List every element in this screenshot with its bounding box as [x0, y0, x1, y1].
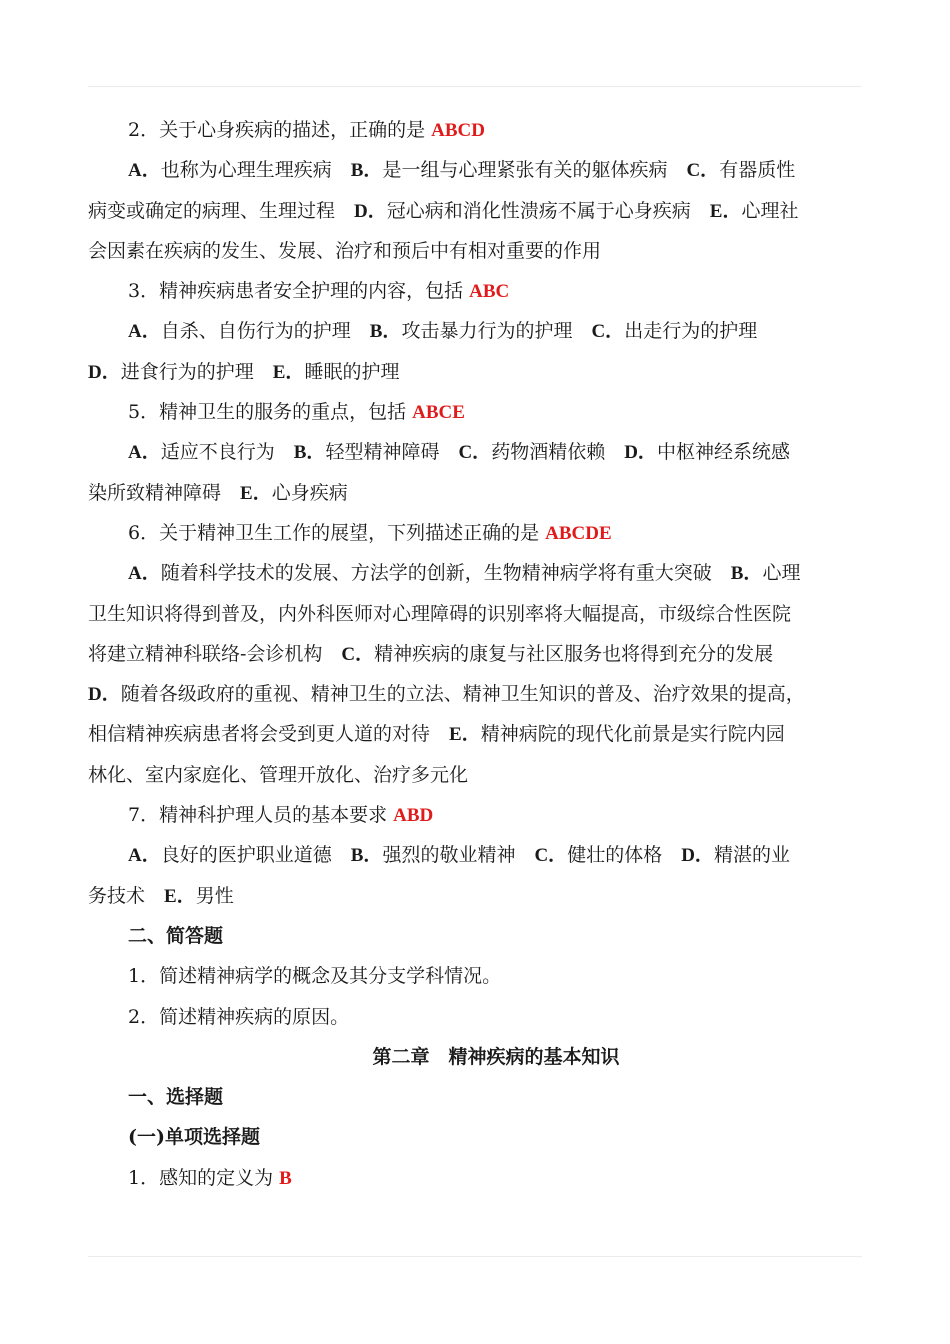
question-5-options-line-1	[88, 432, 864, 472]
option-label: D．	[88, 361, 121, 383]
option-text: 药物酒精依赖	[491, 441, 625, 464]
option-text: 染所致精神障碍	[88, 481, 241, 504]
option-text: 随着各级政府的重视、精神卫生的立法、精神卫生知识的普及、治疗效果的提高，	[120, 683, 805, 706]
option-label: B．	[350, 845, 383, 867]
option-text: 将建立精神科联络-会诊机构	[88, 642, 342, 665]
answer-key: ABCE	[412, 402, 465, 424]
option-text: 精神病院的现代化前景是实行院内园	[480, 723, 785, 746]
option-text: 睡眠的护理	[304, 360, 400, 383]
question-6-options-line-5	[88, 714, 864, 754]
option-text: 冠心病和消化性溃疡不属于心身疾病	[386, 199, 710, 222]
option-label: C．	[591, 321, 625, 343]
question-7-options-line-1	[88, 835, 864, 875]
option-label: D．	[681, 845, 714, 867]
question-6-options-line-3	[88, 634, 864, 674]
answer-key: ABCD	[431, 120, 485, 141]
header-rule	[88, 86, 862, 87]
option-text: 有器质性	[719, 159, 796, 182]
answer-key: B	[279, 1167, 292, 1189]
question-7-options-line-2	[88, 876, 864, 916]
question-stem-text: 3．精神疾病患者安全护理的内容，包括	[128, 280, 470, 303]
chapter-title: 第二章 精神疾病的基本知识	[372, 1045, 620, 1068]
question-6-stem	[88, 513, 864, 553]
option-text: 进食行为的护理	[120, 360, 273, 383]
option-label: E．	[164, 885, 196, 907]
question-6-options-line-4	[88, 674, 864, 714]
option-label: D．	[354, 200, 387, 222]
option-text: 健壮的体格	[567, 844, 682, 867]
question-2-stem	[88, 110, 864, 150]
option-label: C．	[458, 442, 492, 464]
section-heading: 一、选择题	[128, 1086, 224, 1109]
answer-key: ABD	[393, 805, 434, 827]
short-answer-question-1: 1．简述精神病学的概念及其分支学科情况。	[128, 965, 502, 988]
option-text: 心理	[762, 562, 801, 585]
question-2-options-line-1	[88, 150, 864, 190]
option-text: 病变或确定的病理、生理过程	[88, 199, 355, 222]
option-label: A．	[128, 845, 161, 867]
option-text: 随着科学技术的发展、方法学的创新，生物精神病学将有重大突破	[160, 562, 731, 585]
option-label: B．	[730, 563, 763, 585]
option-label: A．	[128, 442, 161, 464]
option-label: B．	[369, 321, 402, 343]
option-label: E．	[709, 200, 742, 222]
question-5-stem	[88, 392, 864, 432]
question-2-options-line-3: 会因素在疾病的发生、发展、治疗和预后中有相对重要的作用	[88, 239, 602, 262]
answer-key: ABCDE	[545, 522, 612, 544]
option-text: 强烈的敬业精神	[382, 844, 535, 867]
option-text: 精神疾病的康复与社区服务也将得到充分的发展	[374, 642, 774, 665]
option-text: 攻击暴力行为的护理	[401, 320, 592, 343]
footer-rule	[88, 1256, 862, 1257]
option-text: 男性	[195, 884, 234, 907]
option-text: 精湛的业	[713, 844, 790, 867]
option-text: 心理社	[741, 199, 799, 222]
option-label: D．	[88, 684, 121, 706]
question-3-options-line-2	[88, 352, 864, 392]
option-label: B．	[350, 160, 383, 182]
option-label: C．	[341, 643, 375, 665]
question-stem-text: 1．感知的定义为	[128, 1166, 280, 1189]
document-page	[88, 110, 864, 1198]
option-label: D．	[624, 442, 657, 464]
answer-key: ABC	[469, 281, 510, 303]
short-answer-question-2: 2．简述精神疾病的原因。	[128, 1005, 350, 1028]
question-stem-text: 5．精神卫生的服务的重点，包括	[128, 401, 413, 424]
question-7-stem	[88, 795, 864, 835]
option-label: E．	[272, 361, 305, 383]
question-stem-text: 2．关于心身疾病的描述，正确的是	[128, 119, 432, 141]
option-label: C．	[686, 160, 720, 182]
question-5-options-line-2	[88, 473, 864, 513]
option-label: E．	[240, 482, 272, 504]
option-text: 相信精神疾病患者将会受到更人道的对待	[88, 723, 450, 746]
option-text: 适应不良行为	[160, 441, 294, 464]
option-text: 中枢神经系统感	[656, 441, 790, 464]
option-text: 是一组与心理紧张有关的躯体疾病	[382, 159, 687, 182]
question-6-options-line-6: 林化、室内家庭化、管理开放化、治疗多元化	[88, 763, 469, 786]
question-3-stem	[88, 271, 864, 311]
short-answer-heading: 二、简答题	[128, 924, 224, 947]
option-text: 良好的医护职业道德	[160, 844, 351, 867]
option-label: A．	[128, 563, 161, 585]
chapter-2-question-1-stem	[88, 1158, 864, 1198]
question-6-options-line-2: 卫生知识将得到普及，内外科医师对心理障碍的识别率将大幅提高，市级综合性医院	[88, 602, 792, 625]
option-text: 务技术	[88, 884, 165, 907]
option-label: E．	[449, 724, 481, 746]
option-label: C．	[534, 845, 568, 867]
question-2-options-line-2	[88, 191, 864, 231]
option-text: 自杀、自伤行为的护理	[160, 320, 370, 343]
option-label: A．	[128, 321, 161, 343]
option-label: B．	[293, 442, 326, 464]
option-label: A．	[128, 160, 161, 182]
question-stem-text: 6．关于精神卫生工作的展望，下列描述正确的是	[128, 521, 546, 544]
option-text: 出走行为的护理	[624, 320, 758, 343]
option-text: 心身疾病	[271, 481, 348, 504]
question-6-options-line-1	[88, 553, 864, 593]
option-text: 也称为心理生理疾病	[160, 159, 351, 182]
question-3-options-line-1	[88, 311, 864, 351]
option-text: 轻型精神障碍	[325, 441, 459, 464]
subsection-heading: (一)单项选择题	[128, 1126, 260, 1149]
question-stem-text: 7．精神科护理人员的基本要求	[128, 804, 394, 827]
